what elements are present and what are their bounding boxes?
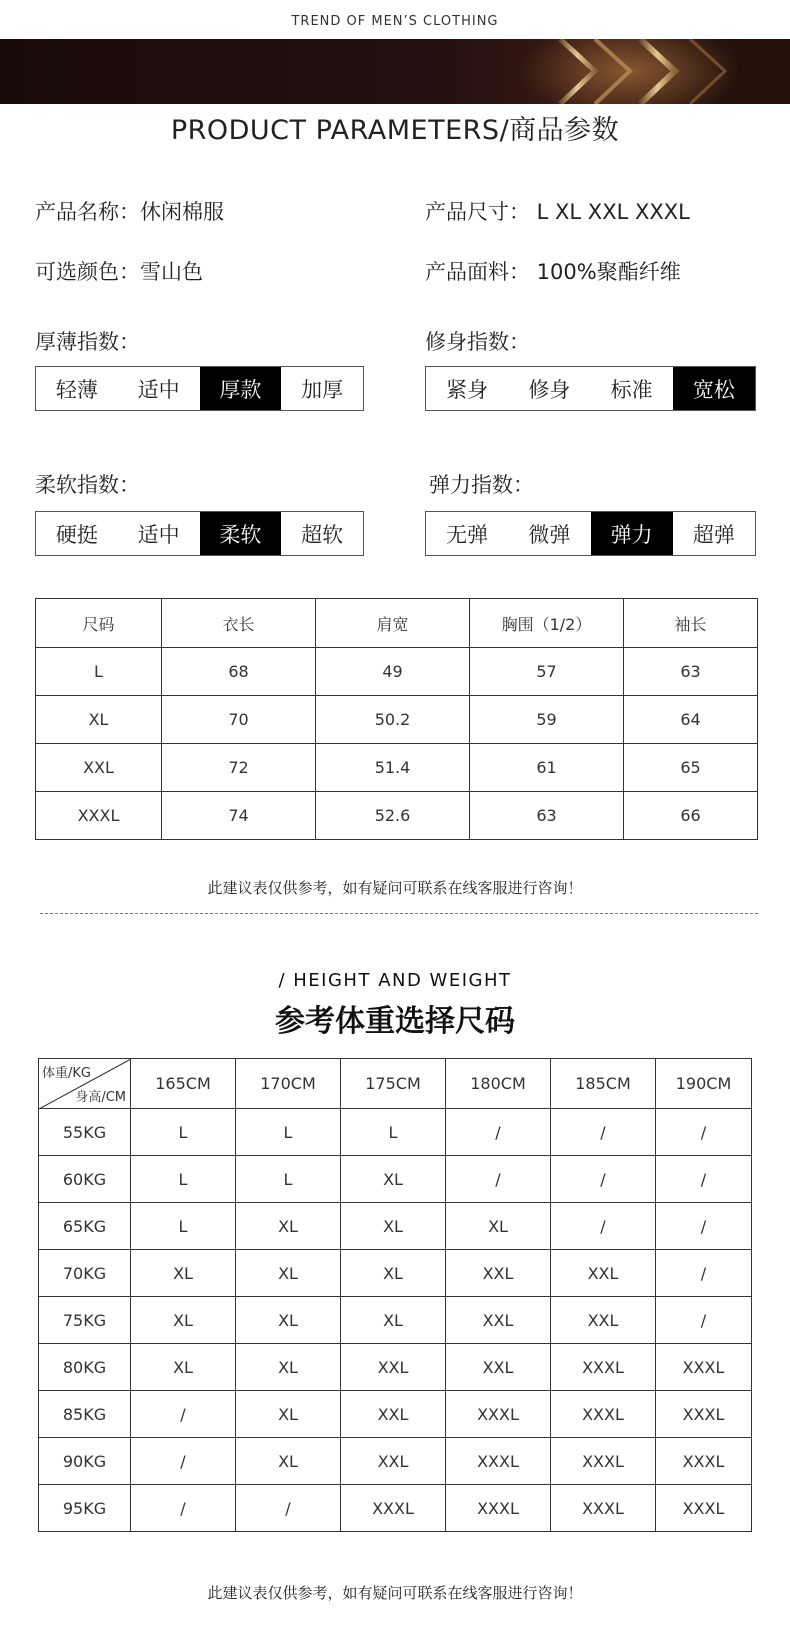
weight-cell: 80KG bbox=[39, 1344, 131, 1391]
size-cell: 61 bbox=[470, 744, 624, 792]
elasticity-option: 无弹 bbox=[446, 522, 489, 547]
height-header-cell: 170CM bbox=[236, 1059, 341, 1109]
size-recommendation-cell: XL bbox=[236, 1203, 341, 1250]
table-row bbox=[39, 1391, 752, 1438]
corner-cell bbox=[39, 1059, 131, 1109]
elasticity-option: 超弹 bbox=[692, 522, 735, 547]
trend-caption: TREND OF MEN’S CLOTHING bbox=[291, 14, 499, 29]
table-row bbox=[39, 1250, 752, 1297]
size-cell: 52.6 bbox=[316, 792, 470, 840]
size-recommendation-cell: XXXL bbox=[446, 1485, 551, 1532]
softness-label: 柔软指数： bbox=[35, 473, 140, 497]
size-header-cell: 袖长 bbox=[624, 599, 758, 648]
softness-option: 硬挺 bbox=[55, 522, 98, 547]
table-row bbox=[39, 1344, 752, 1391]
size-cell: 74 bbox=[162, 792, 316, 840]
fit-scale bbox=[425, 366, 756, 411]
table-row bbox=[36, 744, 758, 792]
size-cell: 49 bbox=[316, 648, 470, 696]
product-name: 产品名称：休闲棉服 bbox=[35, 200, 224, 224]
height-axis-label: 身高/CM bbox=[75, 1090, 126, 1105]
softness-option: 适中 bbox=[137, 522, 180, 547]
weight-axis-label: 体重/KG bbox=[42, 1066, 91, 1081]
page-title: PRODUCT PARAMETERS/商品参数 bbox=[170, 115, 620, 146]
size-recommendation-cell: / bbox=[656, 1109, 752, 1156]
size-header-cell: 胸围（1/2） bbox=[470, 599, 624, 648]
size-cell: XL bbox=[36, 696, 162, 744]
size-recommendation-cell: XXL bbox=[446, 1250, 551, 1297]
size-recommendation-cell: / bbox=[551, 1156, 656, 1203]
size-recommendation-cell: XXXL bbox=[551, 1344, 656, 1391]
softness-option: 柔软 bbox=[200, 512, 282, 555]
height-header-cell: 180CM bbox=[446, 1059, 551, 1109]
size-recommendation-cell: L bbox=[131, 1156, 236, 1203]
product-size: 产品尺寸： L XL XXL XXXL bbox=[425, 200, 690, 224]
size-recommendation-cell: L bbox=[341, 1109, 446, 1156]
size-recommendation-cell: XL bbox=[131, 1250, 236, 1297]
size-cell: L bbox=[36, 648, 162, 696]
thickness-option: 适中 bbox=[137, 377, 180, 402]
size-recommendation-cell: XL bbox=[341, 1203, 446, 1250]
size-recommendation-cell: XXXL bbox=[656, 1344, 752, 1391]
size-recommendation-cell: XXL bbox=[551, 1250, 656, 1297]
thickness-label: 厚薄指数： bbox=[35, 330, 140, 354]
size-cell: XXXL bbox=[36, 792, 162, 840]
size-recommendation-cell: / bbox=[656, 1250, 752, 1297]
size-header-cell: 衣长 bbox=[162, 599, 316, 648]
size-recommendation-cell: / bbox=[656, 1203, 752, 1250]
weight-cell: 65KG bbox=[39, 1203, 131, 1250]
size-recommendation-cell: XL bbox=[236, 1438, 341, 1485]
height-header-cell: 185CM bbox=[551, 1059, 656, 1109]
fit-option: 宽松 bbox=[673, 367, 755, 410]
product-color: 可选颜色：雪山色 bbox=[35, 260, 203, 284]
weight-cell: 75KG bbox=[39, 1297, 131, 1344]
thickness-option: 厚款 bbox=[200, 367, 282, 410]
elasticity-option: 弹力 bbox=[591, 512, 673, 555]
size-cell: 64 bbox=[624, 696, 758, 744]
size-cell: 63 bbox=[470, 792, 624, 840]
height-header-cell: 190CM bbox=[656, 1059, 752, 1109]
size-recommendation-cell: L bbox=[131, 1203, 236, 1250]
size-table bbox=[35, 598, 758, 840]
size-recommendation-cell: XL bbox=[131, 1297, 236, 1344]
height-weight-table bbox=[38, 1058, 752, 1532]
size-recommendation-cell: XXL bbox=[446, 1297, 551, 1344]
table-row bbox=[39, 1485, 752, 1532]
chevron-decoration bbox=[0, 39, 790, 104]
thickness-option: 轻薄 bbox=[55, 377, 98, 402]
size-recommendation-cell: L bbox=[131, 1109, 236, 1156]
dashed-divider bbox=[40, 913, 758, 914]
size-note: 此建议表仅供参考，如有疑问可联系在线客服进行咨询！ bbox=[207, 879, 583, 897]
size-cell: 63 bbox=[624, 648, 758, 696]
size-recommendation-cell: XXXL bbox=[656, 1438, 752, 1485]
size-recommendation-cell: XXXL bbox=[446, 1391, 551, 1438]
size-recommendation-cell: / bbox=[656, 1156, 752, 1203]
size-recommendation-cell: XL bbox=[446, 1203, 551, 1250]
size-recommendation-cell: XXXL bbox=[551, 1485, 656, 1532]
thickness-scale bbox=[35, 366, 364, 411]
size-recommendation-cell: / bbox=[551, 1203, 656, 1250]
fit-option: 紧身 bbox=[446, 377, 489, 402]
size-recommendation-cell: XL bbox=[341, 1297, 446, 1344]
fit-label: 修身指数： bbox=[425, 330, 530, 354]
size-recommendation-cell: XXL bbox=[341, 1438, 446, 1485]
table-row bbox=[39, 1109, 752, 1156]
weight-cell: 70KG bbox=[39, 1250, 131, 1297]
softness-scale bbox=[35, 511, 364, 556]
size-cell: 51.4 bbox=[316, 744, 470, 792]
height-header-cell: 175CM bbox=[341, 1059, 446, 1109]
elasticity-label: 弹力指数： bbox=[429, 473, 534, 497]
size-cell: 50.2 bbox=[316, 696, 470, 744]
size-recommendation-cell: XXXL bbox=[551, 1438, 656, 1485]
size-cell: 66 bbox=[624, 792, 758, 840]
table-row bbox=[39, 1438, 752, 1485]
size-header-cell: 尺码 bbox=[36, 599, 162, 648]
size-recommendation-cell: XXL bbox=[341, 1391, 446, 1438]
size-recommendation-cell: XXXL bbox=[551, 1391, 656, 1438]
size-recommendation-cell: XXL bbox=[551, 1297, 656, 1344]
size-recommendation-cell: XL bbox=[131, 1344, 236, 1391]
size-recommendation-cell: XL bbox=[341, 1250, 446, 1297]
table-row bbox=[36, 648, 758, 696]
weight-cell: 95KG bbox=[39, 1485, 131, 1532]
hw-note: 此建议表仅供参考，如有疑问可联系在线客服进行咨询！ bbox=[207, 1584, 583, 1602]
size-recommendation-cell: L bbox=[236, 1109, 341, 1156]
size-recommendation-cell: / bbox=[446, 1156, 551, 1203]
header-banner bbox=[0, 39, 790, 104]
weight-cell: 90KG bbox=[39, 1438, 131, 1485]
size-recommendation-cell: / bbox=[551, 1109, 656, 1156]
size-recommendation-cell: L bbox=[236, 1156, 341, 1203]
product-fabric: 产品面料： 100%聚酯纤维 bbox=[425, 260, 681, 284]
height-header-cell: 165CM bbox=[131, 1059, 236, 1109]
size-recommendation-cell: XXXL bbox=[656, 1485, 752, 1532]
size-cell: 59 bbox=[470, 696, 624, 744]
weight-cell: 85KG bbox=[39, 1391, 131, 1438]
hw-subtitle: / HEIGHT AND WEIGHT bbox=[278, 970, 512, 991]
size-recommendation-cell: XXL bbox=[341, 1344, 446, 1391]
size-recommendation-cell: XXXL bbox=[446, 1438, 551, 1485]
size-recommendation-cell: XL bbox=[236, 1250, 341, 1297]
size-cell: 70 bbox=[162, 696, 316, 744]
size-recommendation-cell: XL bbox=[236, 1344, 341, 1391]
size-recommendation-cell: XL bbox=[236, 1391, 341, 1438]
table-row bbox=[39, 1156, 752, 1203]
size-recommendation-cell: XL bbox=[341, 1156, 446, 1203]
size-recommendation-cell: / bbox=[656, 1297, 752, 1344]
size-recommendation-cell: / bbox=[131, 1391, 236, 1438]
size-cell: 65 bbox=[624, 744, 758, 792]
size-header-cell: 肩宽 bbox=[316, 599, 470, 648]
softness-option: 超软 bbox=[301, 522, 344, 547]
size-recommendation-cell: XXXL bbox=[341, 1485, 446, 1532]
size-header-row bbox=[36, 599, 758, 648]
size-recommendation-cell: XXL bbox=[446, 1344, 551, 1391]
elasticity-option: 微弹 bbox=[528, 522, 571, 547]
size-recommendation-cell: / bbox=[446, 1109, 551, 1156]
hw-title: 参考体重选择尺码 bbox=[275, 1004, 515, 1039]
table-row bbox=[39, 1297, 752, 1344]
weight-cell: 55KG bbox=[39, 1109, 131, 1156]
table-row bbox=[36, 792, 758, 840]
elasticity-scale bbox=[425, 511, 756, 556]
size-recommendation-cell: / bbox=[131, 1485, 236, 1532]
table-row bbox=[36, 696, 758, 744]
size-cell: 72 bbox=[162, 744, 316, 792]
fit-option: 标准 bbox=[610, 377, 653, 402]
size-cell: 68 bbox=[162, 648, 316, 696]
size-recommendation-cell: / bbox=[131, 1438, 236, 1485]
table-row bbox=[39, 1203, 752, 1250]
size-recommendation-cell: XL bbox=[236, 1297, 341, 1344]
size-cell: 57 bbox=[470, 648, 624, 696]
fit-option: 修身 bbox=[528, 377, 571, 402]
size-recommendation-cell: XXXL bbox=[656, 1391, 752, 1438]
size-recommendation-cell: / bbox=[236, 1485, 341, 1532]
weight-cell: 60KG bbox=[39, 1156, 131, 1203]
thickness-option: 加厚 bbox=[301, 377, 344, 402]
size-cell: XXL bbox=[36, 744, 162, 792]
